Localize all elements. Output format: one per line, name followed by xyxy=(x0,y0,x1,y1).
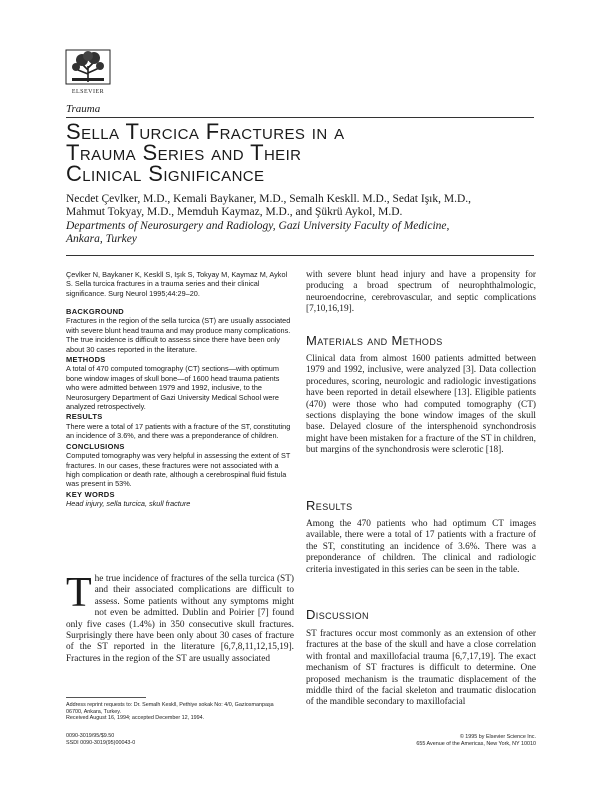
top-rule xyxy=(66,117,534,118)
citation: Çevlker N, Baykaner K, Keskll S, Işık S, Tokyay M, Kaymaz M, Aykol S. Sella turcica fractures in a trauma series and their clinical significance. Surg Neurol 1995;44:29–20. xyxy=(66,270,288,298)
footnote-address: Address reprint requests to: Dr. Semalh Keskll, Pethiye sokak No: 4/0, Gaziosmanpaşa 06700, Ankara, Turkey. xyxy=(66,702,274,715)
title-line-1: Sella Turcica Fractures in a xyxy=(66,119,345,144)
abstract-background-heading: BACKGROUND xyxy=(66,307,124,316)
article-category: Trauma xyxy=(66,103,101,115)
keywords-heading: KEY WORDS xyxy=(66,489,115,499)
title-line-2: Trauma Series and Their xyxy=(66,140,302,165)
footnote-dates: Received August 16, 1994; accepted December 12, 1994. xyxy=(66,715,205,722)
materials-methods-text: Clinical data from almost 1600 patients admitted between 1979 and 1992, inclusive, were analyzed [3]. Data collection procedures, scoring, neurologic and radiologic investigations have been reported in detail elsewhere [13]. Eligible patients (470) were those who had computed tomography (CT) sections displaying the bone window images of the skull base. Delayed closure of the intersphenoid synchondrosis might have been mistaken for a fracture of the ST in children, but margins of the synchondrosis were sclerotic [18]. xyxy=(306,354,536,456)
results-text: Among the 470 patients who had optimum CT images available, there were a total of 17 patients with a fracture of the ST, constituting an incidence of 3.6%. There was a preponderance of children. The clinical and radiologic criteria investigated in this series can be seen in the table. xyxy=(306,519,536,575)
footnote-rule xyxy=(66,697,146,698)
correspondence-footnote xyxy=(66,702,291,722)
copyright-notice xyxy=(372,734,536,747)
publisher-address: 655 Avenue of the Americas, New York, NY 10010 xyxy=(416,740,536,747)
elsevier-tree-icon xyxy=(62,48,114,88)
article-title xyxy=(66,121,536,184)
discussion-heading: Discussion xyxy=(306,607,369,622)
affiliation-line-2: Ankara, Turkey xyxy=(66,233,137,245)
introduction-paragraph xyxy=(66,570,294,665)
price-code: 0090-3019/95/$9.50 xyxy=(66,733,115,739)
author-list xyxy=(66,193,536,219)
abstract-conclusions-text: Computed tomography was very helpful in assessing the extent of ST fractures. In our cases, these fractures were not associated with a high complication or death rate, although a cerebrospinal fluid fistula was present in 53%. xyxy=(66,451,291,489)
intro-continued: with severe blunt head injury and have a propensity for producing a broad spectrum of neurophthalmologic, neuroendocrine, cerebrovascular, and septic complications [7,10,16,19]. xyxy=(306,270,536,315)
publisher-name: ELSEVIER xyxy=(71,89,105,95)
title-line-3: Clinical Significance xyxy=(66,161,265,186)
abstract-methods-heading: METHODS xyxy=(66,355,106,365)
abstract-results-text: There were a total of 17 patients with a fracture of the ST, constituting an incidence of 3.6%, and there was a preponderance of children. xyxy=(66,421,291,441)
results-heading: Results xyxy=(306,498,353,513)
discussion-text: ST fractures occur most commonly as an extension of other fractures at the base of the skull and have a close correlation with frontal and maxillofacial trauma [6,7,17,19]. The exact mechanism of ST fractures is difficult to determine. One proposed mechanism is the traumatic displacement of the middle third of the facial skeleton and traumatic dislocation of the mandible secondary to maxillofacial xyxy=(306,629,536,708)
affiliation-line-1: Departments of Neurosurgery and Radiology, Gazi University Faculty of Medicine, xyxy=(66,220,450,232)
authors-line-2: Mahmut Tokyay, M.D., Memduh Kaymaz, M.D., and Şükrü Aykol, M.D. xyxy=(66,206,403,218)
drop-cap: T xyxy=(66,570,92,616)
abstract-conclusions-heading: CONCLUSIONS xyxy=(66,441,125,451)
copyright-line: © 1995 by Elsevier Science Inc. xyxy=(459,734,536,740)
article-codes xyxy=(66,733,291,746)
abstract-methods-text: A total of 470 computed tomography (CT) sections—with optimum bone window images of skull bone—of 1600 head trauma patients who were admitted between 1979 and 1992, inclusive, to the Neurosurgery Department of Gazi University Medical School were analyzed retrospectively. xyxy=(66,364,280,412)
introduction-text: he true incidence of fractures of the sella turcica (ST) and their associated complications are difficult to assess. Some patients without any symptoms might not even be admitted. Dublin and Poirier [7] found only five cases (1.4%) in 350 consecutive skull fractures. Surprisingly there have been only about 30 cases of fracture of the ST reported in the literature [6,7,8,11,12,15,19]. Fractures in the region of the ST are usually associated xyxy=(66,574,294,664)
publisher-logo xyxy=(62,48,114,95)
ssdi-code: SSDI 0090-3019(95)00043-0 xyxy=(66,739,136,746)
materials-methods-heading: Materials and Methods xyxy=(306,333,443,348)
abstract-background-text: Fractures in the region of the sella turcica (ST) are usually associated with severe blunt head trauma and may produce many complications. The true incidence is difficult to assess since there have been only about 30 cases reported in the literature. xyxy=(66,316,291,354)
authors-line-1: Necdet Çevlker, M.D., Kemali Baykaner, M.D., Semalh Keskll. M.D., Sedat Işık, M.D., xyxy=(66,193,472,205)
abstract-results-heading: RESULTS xyxy=(66,412,103,422)
keywords-text: Head injury, sella turcica, skull fracture xyxy=(66,499,191,509)
header-rule xyxy=(66,255,534,256)
abstract xyxy=(66,306,291,510)
affiliation xyxy=(66,220,536,246)
